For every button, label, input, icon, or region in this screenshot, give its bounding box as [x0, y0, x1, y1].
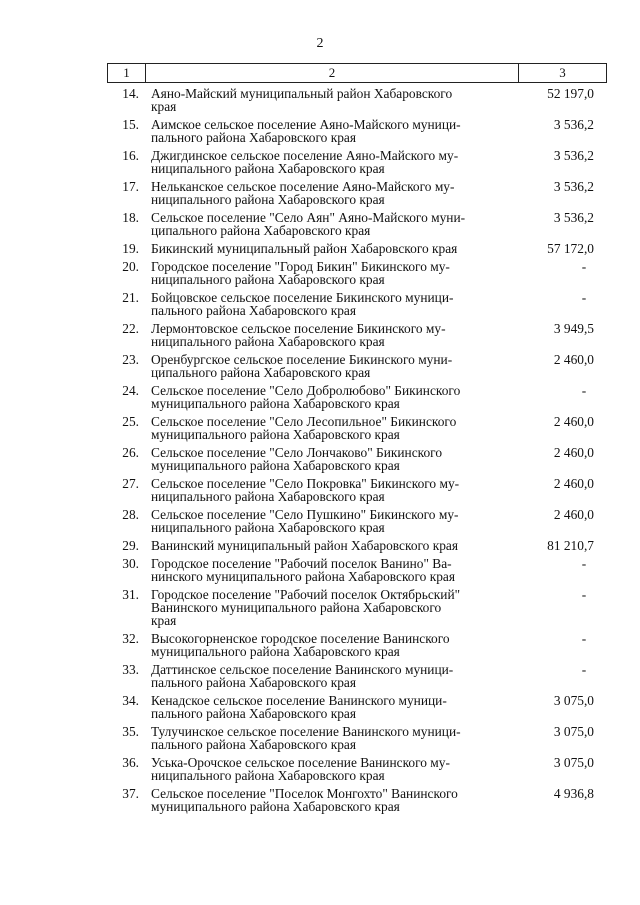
row-name-line: Лермонтовское сельское поселение Бикинского му- — [151, 321, 446, 336]
row-number: 37. — [122, 786, 139, 801]
table-row — [107, 632, 607, 658]
row-number: 18. — [122, 210, 139, 225]
row-name — [144, 260, 516, 286]
row-name — [144, 322, 516, 348]
row-name-line: Высокогорненское городское поселение Ванинского — [151, 631, 450, 646]
row-value: - — [581, 587, 587, 602]
row-number: 27. — [122, 476, 139, 491]
row-name-line: муниципального района Хабаровского края — [151, 644, 400, 659]
row-name-line: Городское поселение "Рабочий поселок Ванино" Ва- — [151, 556, 452, 571]
row-name — [144, 588, 516, 627]
row-name-line: пального района Хабаровского края — [151, 706, 357, 721]
row-name-line: нинского муниципального района Хабаровского края — [151, 569, 456, 584]
row-name — [144, 180, 516, 206]
row-name-line: Городское поселение "Рабочий поселок Октябрьский" — [151, 587, 461, 602]
row-value: 2 460,0 — [553, 445, 594, 460]
header-col-2: 2 — [146, 64, 519, 82]
table-row — [107, 180, 607, 206]
header-col-3: 3 — [559, 65, 566, 80]
row-name-line: ниципального района Хабаровского края — [151, 334, 385, 349]
row-name-line: ниципального района Хабаровского края — [151, 161, 385, 176]
row-value: - — [581, 556, 587, 571]
row-name-line: Даттинское сельское поселение Ванинского муници- — [151, 662, 454, 677]
table-row — [107, 539, 607, 552]
row-name-line: пального района Хабаровского края — [151, 675, 357, 690]
row-name-line: Ванинский муниципальный район Хабаровского края — [151, 538, 459, 553]
row-value: 2 460,0 — [553, 352, 594, 367]
table-body — [107, 87, 607, 813]
row-number: 20. — [122, 259, 139, 274]
row-value: 3 536,2 — [553, 179, 594, 194]
row-value: 2 460,0 — [553, 414, 594, 429]
row-name-line: муниципального района Хабаровского края — [151, 458, 400, 473]
row-name-line: Аимское сельское поселение Аяно-Майского муници- — [151, 117, 461, 132]
table-row — [107, 756, 607, 782]
row-name — [144, 291, 516, 317]
row-name — [144, 725, 516, 751]
row-number: 21. — [122, 290, 139, 305]
table-row — [107, 415, 607, 441]
row-name-line: муниципального района Хабаровского края — [151, 799, 400, 814]
row-name-line: Бойцовское сельское поселение Бикинского муници- — [151, 290, 454, 305]
table-row — [107, 353, 607, 379]
row-name-line: Сельское поселение "Село Лончаково" Бикинского — [151, 445, 443, 460]
table-row — [107, 508, 607, 534]
header-col-1: 1 — [108, 64, 146, 82]
row-name — [144, 756, 516, 782]
row-number: 36. — [122, 755, 139, 770]
row-value: 3 075,0 — [553, 755, 594, 770]
table-row — [107, 477, 607, 503]
row-name-line: муниципального района Хабаровского края — [151, 427, 400, 442]
row-name-line: Кенадское сельское поселение Ванинского муници- — [151, 693, 447, 708]
table-row — [107, 384, 607, 410]
row-name — [144, 149, 516, 175]
row-name — [144, 446, 516, 472]
table-row — [107, 260, 607, 286]
row-name — [144, 632, 516, 658]
row-number: 19. — [122, 241, 139, 256]
table-row — [107, 694, 607, 720]
row-name-line: Уська-Орочское сельское поселение Ванинского му- — [151, 755, 450, 770]
row-number: 14. — [122, 86, 139, 101]
row-value: 57 172,0 — [547, 241, 594, 256]
row-name — [144, 477, 516, 503]
row-name-line: муниципального района Хабаровского края — [151, 396, 400, 411]
row-name-line: Ванинского муниципального района Хабаровского — [151, 600, 442, 615]
row-name-line: Сельское поселение "Село Лесопильное" Бикинского — [151, 414, 457, 429]
table-row — [107, 118, 607, 144]
table-row — [107, 322, 607, 348]
row-value: 3 536,2 — [553, 148, 594, 163]
row-name-line: пального района Хабаровского края — [151, 303, 357, 318]
table-row — [107, 211, 607, 237]
row-number: 16. — [122, 148, 139, 163]
row-value: - — [581, 290, 587, 305]
row-value: 81 210,7 — [547, 538, 594, 553]
row-value: 2 460,0 — [553, 507, 594, 522]
row-name-line: Сельское поселение "Село Добролюбово" Бикинского — [151, 383, 461, 398]
row-name-line: пального района Хабаровского края — [151, 737, 357, 752]
row-name — [144, 694, 516, 720]
row-name-line: ниципального района Хабаровского края — [151, 768, 385, 783]
row-value: 3 536,2 — [553, 117, 594, 132]
row-value: 3 949,5 — [553, 321, 594, 336]
row-name-line: края — [151, 613, 177, 628]
row-name-line: Сельское поселение "Село Пушкино" Бикинского му- — [151, 507, 459, 522]
row-name-line: Бикинский муниципальный район Хабаровского края — [151, 241, 458, 256]
row-name-line: Аяно-Майский муниципальный район Хабаровского — [151, 86, 453, 101]
page-number: 2 — [316, 36, 324, 51]
row-name — [144, 508, 516, 534]
row-name-line: Сельское поселение "Село Покровка" Бикинского му- — [151, 476, 460, 491]
row-name — [144, 539, 516, 552]
row-value: 2 460,0 — [553, 476, 594, 491]
row-number: 23. — [122, 352, 139, 367]
row-value: - — [581, 259, 587, 274]
row-number: 26. — [122, 445, 139, 460]
row-name-line: края — [151, 99, 177, 114]
row-name-line: Сельское поселение "Поселок Монгохто" Ванинского — [151, 786, 458, 801]
row-number: 34. — [122, 693, 139, 708]
row-name-line: Тулучинское сельское поселение Ванинского муници- — [151, 724, 461, 739]
row-value: 4 936,8 — [553, 786, 594, 801]
table-row — [107, 663, 607, 689]
row-name — [144, 211, 516, 237]
table-row — [107, 149, 607, 175]
row-name-line: ниципального района Хабаровского края — [151, 272, 385, 287]
row-name-line: пального района Хабаровского края — [151, 130, 357, 145]
row-name-line: ципального района Хабаровского края — [151, 223, 371, 238]
row-name-line: Сельское поселение "Село Аян" Аяно-Майского муни- — [151, 210, 466, 225]
row-value: 52 197,0 — [547, 86, 594, 101]
row-number: 25. — [122, 414, 139, 429]
table-row — [107, 588, 607, 627]
row-number: 24. — [122, 383, 139, 398]
table-row — [107, 446, 607, 472]
row-name — [144, 353, 516, 379]
row-name — [144, 557, 516, 583]
row-value: - — [581, 662, 587, 677]
row-name-line: ципального района Хабаровского края — [151, 365, 371, 380]
row-value: 3 536,2 — [553, 210, 594, 225]
row-value: - — [581, 631, 587, 646]
row-name-line: ниципального района Хабаровского края — [151, 192, 385, 207]
table-row — [107, 557, 607, 583]
row-name-line: Городское поселение "Город Бикин" Бикинского му- — [151, 259, 450, 274]
table-row — [107, 725, 607, 751]
table-row — [107, 291, 607, 317]
row-value: 3 075,0 — [553, 724, 594, 739]
row-name-line: Нельканское сельское поселение Аяно-Майского му- — [151, 179, 455, 194]
row-name — [144, 242, 516, 255]
row-value: 3 075,0 — [553, 693, 594, 708]
row-number: 35. — [122, 724, 139, 739]
row-name — [144, 415, 516, 441]
row-number: 33. — [122, 662, 139, 677]
row-name-line: Джигдинское сельское поселение Аяно-Майского му- — [151, 148, 459, 163]
row-number: 22. — [122, 321, 139, 336]
row-name — [144, 118, 516, 144]
row-name-line: ниципального района Хабаровского края — [151, 489, 385, 504]
table-row — [107, 87, 607, 113]
row-number: 15. — [122, 117, 139, 132]
row-name — [144, 87, 516, 113]
row-name-line: Оренбургское сельское поселение Бикинского муни- — [151, 352, 453, 367]
row-name — [144, 787, 516, 813]
row-name — [144, 663, 516, 689]
row-number: 31. — [122, 587, 139, 602]
row-value: - — [581, 383, 587, 398]
row-number: 17. — [122, 179, 139, 194]
table-row — [107, 787, 607, 813]
row-number: 28. — [122, 507, 139, 522]
row-name-line: ниципального района Хабаровского края — [151, 520, 385, 535]
row-name — [144, 384, 516, 410]
table-header — [107, 63, 607, 83]
row-number: 29. — [122, 538, 139, 553]
row-number: 32. — [122, 631, 139, 646]
row-number: 30. — [122, 556, 139, 571]
table-row — [107, 242, 607, 255]
